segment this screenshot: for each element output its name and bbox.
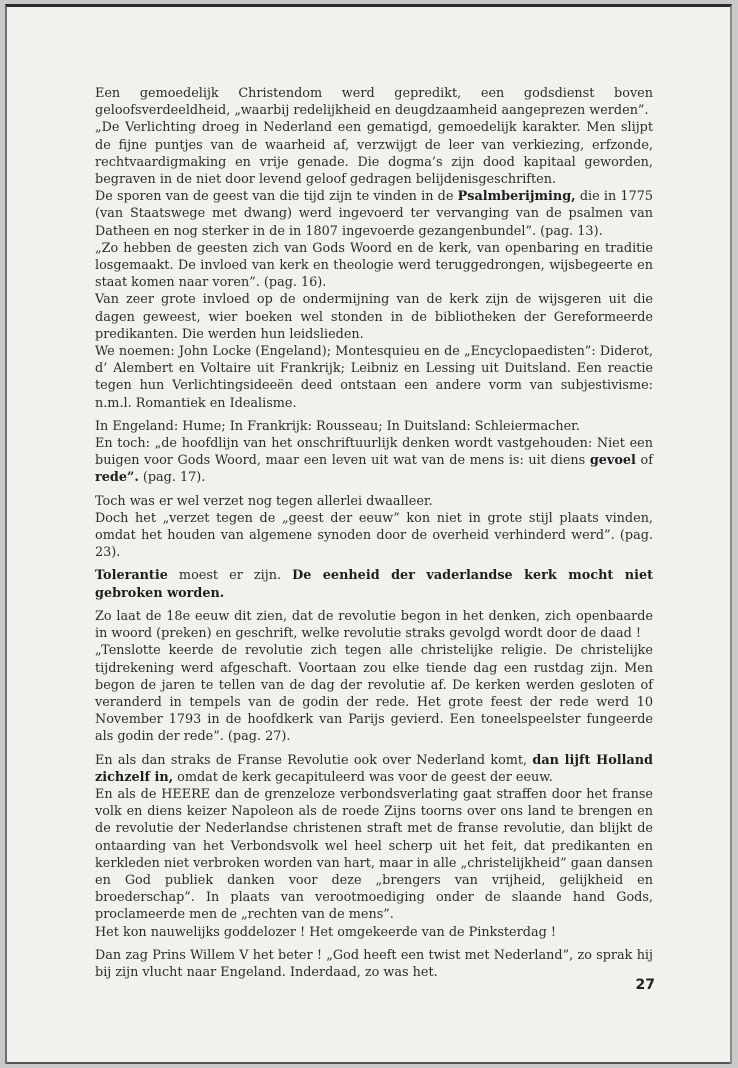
page-edge [7, 1062, 730, 1064]
paragraph [95, 947, 653, 981]
text-run: In Engeland: Hume; In Frankrijk: Rousseau; In Duitsland: Schleiermacher. [95, 418, 580, 434]
text-run: En als de HEERE dan de grenzeloze verbondsverlating gaat straffen door het franse volk en diens keizer Napoleon als de roede Zijns toorns over ons land te brengen en de revolutie der Nederlandse christenen straft met de franse revolutie, dan blijkt de ontaarding van het Verbondsvolk wel heel scherp uit het feit, dat predikanten en kerkleden niet verbroken worden van hart, maar in alle „christelijkheid” gaan dansen en God publiek danken voor deze „brengers van vrijheid, gelijkheid en broederschap”. In plaats van verootmoediging onder de slaande hand Gods, proclameerde men de „rechten van de mens”. [95, 786, 653, 923]
page-number: 27 [635, 977, 655, 993]
paragraph [95, 188, 653, 240]
paragraph [95, 119, 653, 188]
paragraph [95, 435, 653, 487]
text-run: moest er zijn. [167, 568, 293, 584]
text-run: Het kon nauwelijks goddelozer ! Het omgekeerde van de Pinksterdag ! [95, 924, 556, 940]
bold-text: De eenheid der vaderlandse kerk mocht niet gebroken worden. [95, 568, 654, 601]
text-run: Doch het „verzet tegen de „geest der eeuw” kon niet in grote stijl plaats vinden, omdat het houden van algemene synoden door de overheid verhinderd werd”. (pag. 23). [95, 510, 653, 561]
text-run: Toch was er wel verzet nog tegen allerlei dwaalleer. [95, 493, 433, 509]
paragraph [95, 642, 653, 745]
text-run: Dan zag Prins Willem V het beter ! „God heeft een twist met Nederland”, zo sprak hij bij zijn vlucht naar Engeland. Inderdaad, zo was het. [95, 947, 653, 980]
paragraph [95, 510, 653, 562]
bold-text: rede”. [95, 470, 139, 486]
paragraph [95, 85, 653, 119]
text-run: We noemen: John Locke (Engeland); Montesquieu en de „Encyclopaedisten”: Diderot, d’ Alembert en Voltaire uit Frankrijk; Leibniz en Lessing uit Duitsland. Een reactie tegen hun Verlichtingsideeën deed ontstaan een andere vorm van subjestivisme: n.m.l. Romantiek en Idealisme. [95, 344, 653, 411]
text-run: (pag. 17). [138, 470, 206, 486]
paragraph [95, 418, 653, 435]
paragraph [95, 343, 653, 412]
paragraph [95, 786, 653, 924]
text-run: omdat de kerk gecapituleerd was voor de geest der eeuw. [173, 769, 553, 785]
text-run: En toch: „de hoofdlijn van het onschriftuurlijk denken wordt vastgehouden: Niet een buigen voor Gods Woord, maar een leven uit wat van de mens is: uit diens [95, 436, 653, 469]
text-run: Van zeer grote invloed op de ondermijning van de kerk zijn de wijsgeren uit die dagen geweest, wier boeken wel stonden in de bibliotheken der Gereformeerde predikanten. Die werden hun leidslieden. [95, 292, 653, 342]
paragraph [95, 608, 653, 642]
body-text [95, 85, 653, 981]
paragraph [95, 567, 653, 601]
bold-text: Tolerantie [95, 568, 168, 584]
paragraph [95, 752, 653, 786]
paragraph [95, 291, 653, 343]
text-run: die in 1775 (van Staatswege met dwang) werd ingevoerd ter vervanging van de psalmen van Datheen en nog sterker in de in 1807 ingevoerde gezangenbundel”. (pag. 13). [95, 189, 653, 239]
text-run: En als dan straks de Franse Revolutie ook over Nederland komt, [95, 752, 533, 768]
bold-text: Psalmberijming, [457, 189, 576, 205]
paragraph [95, 240, 653, 292]
text-run: of [635, 453, 653, 469]
book-page [5, 4, 732, 1064]
bold-text: gevoel [589, 453, 636, 469]
text-run: De sporen van de geest van die tijd zijn te vinden in de [95, 189, 458, 205]
text-run: „De Verlichting droeg in Nederland een gematigd, gemoedelijk karakter. Men slijpt de fijne puntjes van de waarheid af, verzwijgt de leer van verkiezing, erfzonde, rechtvaardigmaking en vrije genade. Die dogma’s zijn dood kapitaal geworden, begraven in de niet door levend geloof gedragen belijdenisgeschriften. [95, 120, 653, 188]
paragraph [95, 924, 653, 941]
text-run: Zo laat de 18e eeuw dit zien, dat de revolutie begon in het denken, zich openbaarde in woord (preken) en geschrift, welke revolutie straks gevolgd wordt door de daad ! [95, 608, 653, 642]
text-run: „Tenslotte keerde de revolutie zich tegen alle christelijke religie. De christelijke tijdrekening werd afgeschaft. Voortaan zou elke tiende dag een rustdag zijn. Men begon de jaren te tellen van de dag der revolutie af. De kerken werden gesloten of veranderd in tempels van de godin der rede. Het grote feest der rede werd 10 November 1793 in de hoofdkerk van Parijs gevierd. Een toneelspeelster fungeerde als godin der rede”. (pag. 27). [95, 643, 653, 745]
paragraph [95, 493, 653, 510]
text-run: Een gemoedelijk Christendom werd gepredikt, een godsdienst boven geloofsverdeeldheid, „waarbij redelijkheid en deugdzaamheid aangeprezen werden”. [95, 86, 653, 119]
bold-text: dan lijft Holland zichzelf in, [95, 752, 653, 785]
text-run: „Zo hebben de geesten zich van Gods Woord en de kerk, van openbaring en traditie losgemaakt. De invloed van kerk en theologie werd teruggedrongen, wijsbegeerte en staat komen naar voren”. (pag. 16). [95, 240, 653, 291]
